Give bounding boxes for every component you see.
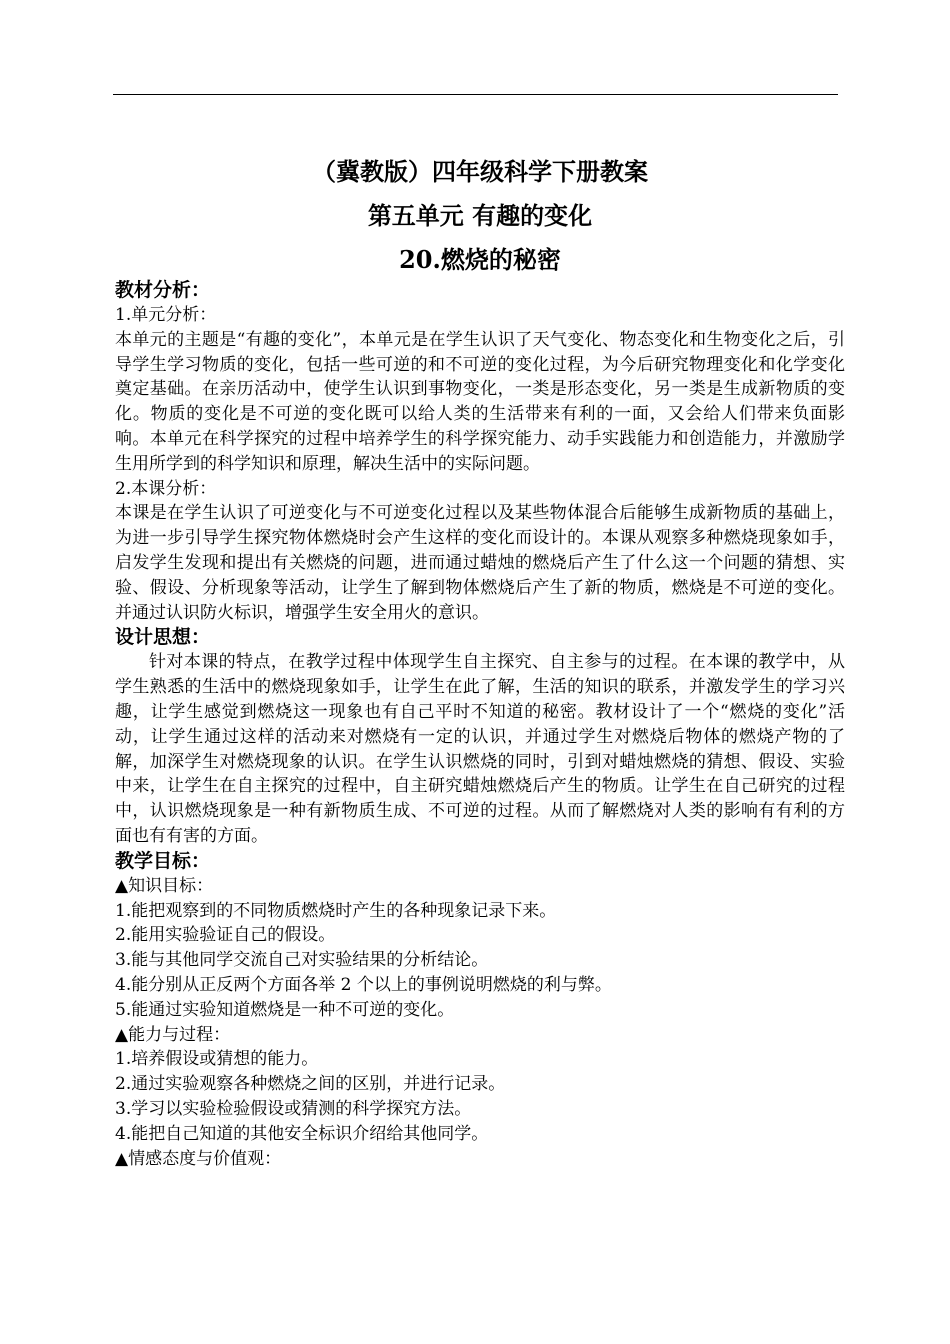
ability-goals-label: ▲能力与过程：: [115, 1024, 231, 1045]
design-idea-text: 针对本课的特点，在教学过程中体现学生自主探究、自主参与的过程。在本课的教学中，从学生熟悉的生活中的燃烧现象如手，让学生在此了解，生活的知识的联系，并激发学生的学习兴趣，让学生感觉到燃烧这一现象也有自己平时不知道的秘密。教材设计了一个“燃烧的变化”活动，让学生通过这样的活动来对燃烧有一定的认识，并通过学生对燃烧后物体的燃烧产物的了解，加深学生对燃烧现象的认识。在学生认识燃烧的同时，引到对蜡烛燃烧的猜想、假设、实验中来，让学生在自主探究的过程中，自主研究蜡烛燃烧后产生的物质。让学生在自己研究的过程中，认识燃烧现象是一种有新物质生成、不可逆的过程。从而了解燃烧对人类的影响有有利的方面也有有害的方面。: [115, 652, 845, 846]
list-item: 3.学习以实验检验假设或猜测的科学探究方法。: [115, 1098, 472, 1119]
list-item: 5.能通过实验知道燃烧是一种不可逆的变化。: [115, 999, 455, 1020]
list-item: 1.能把观察到的不同物质燃烧时产生的各种现象记录下来。: [115, 900, 557, 921]
document-title: （冀教版）四年级科学下册教案: [312, 157, 648, 186]
list-item: 2.能用实验验证自己的假设。: [115, 925, 336, 946]
unit-title: 第五单元 有趣的变化: [367, 201, 593, 230]
header-rule: [113, 94, 838, 95]
document-body: [115, 156, 845, 1171]
list-item: 4.能把自己知道的其他安全标识介绍给其他同学。: [115, 1123, 489, 1144]
list-item: 3.能与其他同学交流自己对实验结果的分析结论。: [115, 950, 489, 971]
unit-analysis-text: 本单元的主题是“有趣的变化”，本单元是在学生认识了天气变化、物态变化和生物变化之后，引导学生学习物质的变化，包括一些可逆的和不可逆的变化过程，为今后研究物理变化和化学变化奠定基础。在亲历活动中，使学生认识到事物变化，一类是形态变化，另一类是生成新物质的变化。物质的变化是不可逆的变化既可以给人类的生活带来有利的一面，又会给人们带来负面影响。本单元在科学探究的过程中培养学生的科学探究能力、动手实践能力和创造能力，并激励学生用所学到的科学知识和原理，解决生活中的实际问题。: [115, 329, 845, 474]
lesson-analysis-text: 本课是在学生认识了可逆变化与不可逆变化过程以及某些物体混合后能够生成新物质的基础上，为进一步引导学生探究物体燃烧时会产生这样的变化而设计的。本课从观察多种燃烧现象如手，启发学生发现和提出有关燃烧的问题，进而通过蜡烛的燃烧后产生了什么这一个问题的猜想、实验、假设、分析现象等活动，让学生了解到物体燃烧后产生了新的物质，燃烧是不可逆的变化。并通过认识防火标识，增强学生安全用火的意识。: [115, 503, 845, 623]
section-heading-design-idea: 设计思想：: [115, 626, 211, 649]
list-item: 1.培养假设或猜想的能力。: [115, 1049, 319, 1070]
knowledge-goals-label: ▲知识目标：: [115, 875, 214, 896]
section-heading-material-analysis: 教材分析：: [115, 279, 211, 301]
section-heading-teaching-goals: 教学目标：: [115, 849, 211, 872]
unit-analysis-label: 1.单元分析：: [115, 305, 217, 325]
list-item: 2.通过实验观察各种燃烧之间的区别，并进行记录。: [115, 1074, 506, 1095]
lesson-title: 20.燃烧的秘密: [399, 245, 561, 274]
lesson-analysis-label: 2.本课分析：: [115, 478, 217, 499]
list-item: 4.能分别从正反两个方面各举 2 个以上的事例说明燃烧的利与弊。: [115, 974, 612, 995]
emotion-goals-label: ▲情感态度与价值观：: [115, 1148, 282, 1169]
